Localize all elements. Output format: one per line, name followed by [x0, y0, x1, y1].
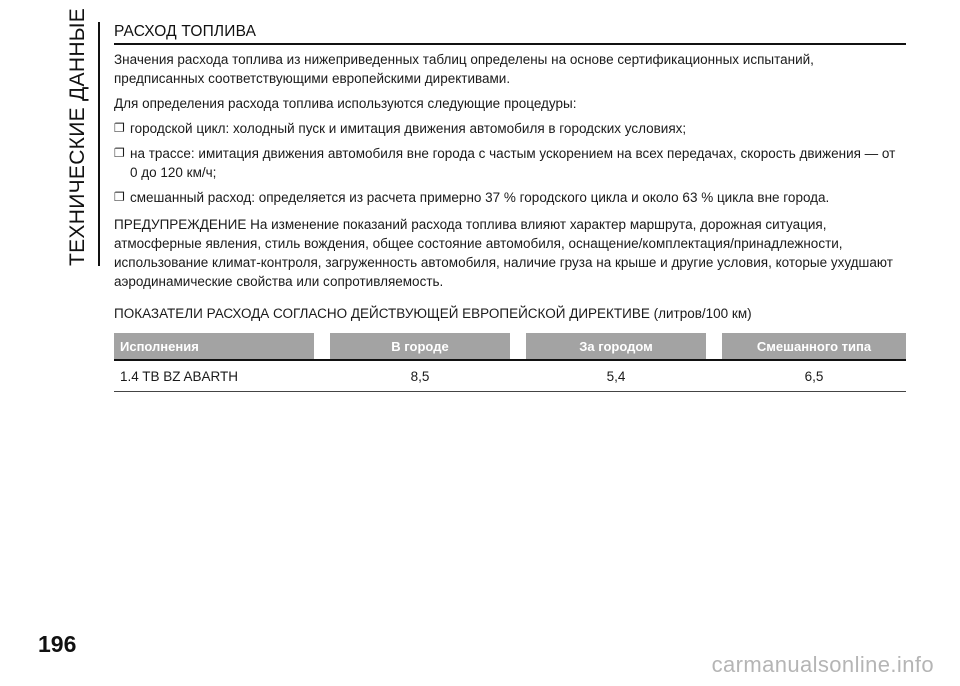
procedures-lead: Для определения расхода топлива используются следующие процедуры: [114, 96, 577, 111]
column-gap [314, 361, 330, 391]
column-gap [510, 333, 526, 359]
column-gap [706, 361, 722, 391]
table-bottom-divider [114, 391, 906, 392]
column-header-version: Исполнения [114, 333, 314, 359]
bullet-item-city [114, 119, 906, 138]
table-title: ПОКАЗАТЕЛИ РАСХОДА СОГЛАСНО ДЕЙСТВУЮЩЕЙ ЕВРОПЕЙСКОЙ ДИРЕКТИВЕ (литров/100 км) [114, 306, 752, 321]
column-gap [510, 361, 526, 391]
cell-combined: 6,5 [804, 368, 824, 384]
checkbox-bullet-icon: ❐ [114, 146, 125, 160]
cell-highway: 5,4 [606, 368, 626, 384]
chapter-side-title: ТЕХНИЧЕСКИЕ ДАННЫЕ [66, 8, 89, 266]
column-header-highway: За городом [526, 333, 706, 359]
bullet-text: на трассе: имитация движения автомобиля вне города с частым ускорением на всех передачах, скорость движения — от 0 до 120 км/ч; [130, 146, 896, 180]
table-header-row [114, 333, 906, 359]
column-header-combined: Смешанного типа [722, 333, 906, 359]
page-content [114, 22, 906, 392]
page-number: 196 [38, 631, 77, 657]
checkbox-bullet-icon: ❐ [114, 190, 125, 204]
bullet-item-combined [114, 188, 906, 207]
bullet-text: городской цикл: холодный пуск и имитация движения автомобиля в городских условиях; [130, 121, 687, 136]
column-header-city: В городе [330, 333, 510, 359]
cell-version: 1.4 TB BZ ABARTH [120, 368, 239, 384]
bullet-item-highway [114, 144, 906, 182]
column-gap [706, 333, 722, 359]
section-title: РАСХОД ТОПЛИВА [114, 23, 257, 40]
chapter-side-rule [98, 22, 100, 266]
table-row [114, 361, 906, 391]
bullet-text: смешанный расход: определяется из расчета примерно 37 % городского цикла и около 63 % цикла вне города. [130, 190, 830, 205]
checkbox-bullet-icon: ❐ [114, 121, 125, 135]
title-divider [114, 43, 906, 45]
cell-city: 8,5 [410, 368, 430, 384]
warning-paragraph: ПРЕДУПРЕЖДЕНИЕ На изменение показаний расхода топлива влияют характер маршрута, дорожная ситуация, атмосферные явления, стиль вождения, общее состояние автомобиля, оснащение/комплектация/принадлежности, использование климат-контроля, загруженность автомобиля, наличие груза на крыше и другие условия, которые ухудшают аэродинамические свойства или сопротивляемость. [114, 217, 893, 289]
intro-paragraph: Значения расхода топлива из нижеприведенных таблиц определены на основе сертификационных испытаний, предписанных соответствующими европейскими директивами. [114, 52, 814, 86]
column-gap [314, 333, 330, 359]
fuel-consumption-table [114, 333, 906, 392]
watermark: carmanualsonline.info [711, 652, 934, 677]
